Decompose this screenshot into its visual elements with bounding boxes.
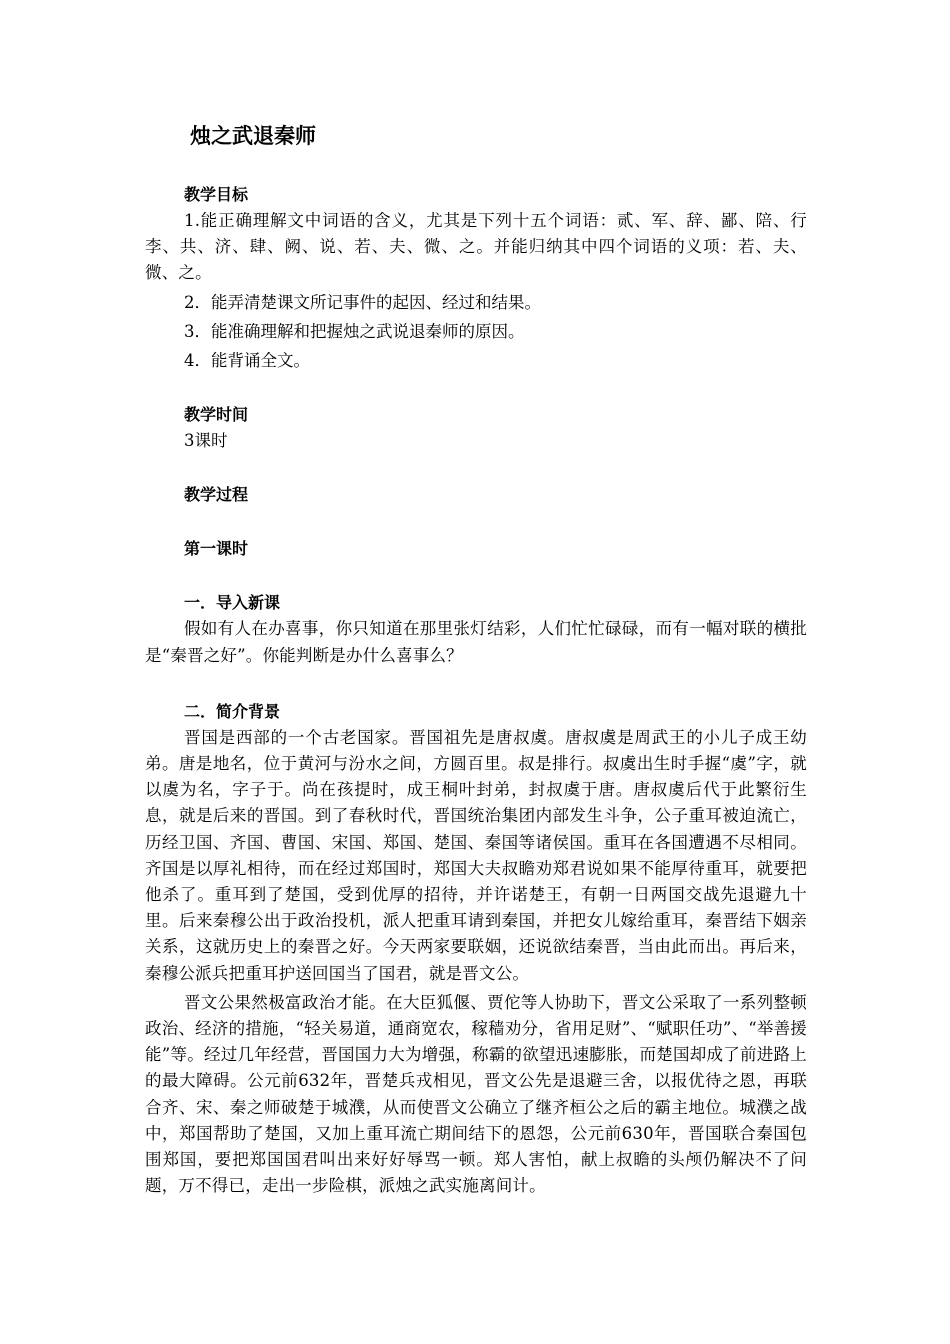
- document-title: 烛之武退秦师: [190, 124, 316, 148]
- document-body: [145, 182, 807, 1199]
- time-heading: 教学时间: [184, 405, 249, 425]
- goals-heading: 教学目标: [184, 185, 249, 204]
- goal-item-1: 1.能正确理解文中词语的含义，尤其是下列十五个词语：贰、军、辞、鄙、陪、行李、共、济、肆、阙、说、若、夫、微、之。并能归纳其中四个词语的义项：若、夫、微、之。: [145, 211, 807, 283]
- goal-item-4: 4．能背诵全文。: [184, 351, 310, 371]
- goal-item-2: 2．能弄清楚课文所记事件的起因、经过和结果。: [184, 292, 541, 312]
- lesson1-heading: 第一课时: [184, 539, 249, 559]
- intro-text: 假如有人在办喜事，你只知道在那里张灯结彩，人们忙忙碌碌，而有一幅对联的横批是“秦晋之好”。你能判断是办什么喜事么？: [145, 619, 807, 665]
- time-value: 3课时: [184, 431, 228, 451]
- background-heading: 二．简介背景: [184, 701, 281, 721]
- background-paragraph-1: 晋国是西部的一个古老国家。晋国祖先是唐叔虞。唐叔虞是周武王的小儿子成王幼弟。唐是地名，位于黄河与汾水之间，方圆百里。叔是排行。叔虞出生时手握“虞”字，就以虞为名，字子于。尚在孩提时，成王桐叶封弟，封叔虞于唐。唐叔虞后代于此繁衍生息，就是后来的晋国。到了春秋时代，晋国统治集团内部发生斗争，公子重耳被迫流亡，历经卫国、齐国、曹国、宋国、郑国、楚国、秦国等诸侯国。重耳在各国遭遇不尽相同。齐国是以厚礼相待，而在经过郑国时，郑国大夫叔瞻劝郑君说如果不能厚待重耳，就要把他杀了。重耳到了楚国，受到优厚的招待，并许诺楚王，有朝一日两国交战先退避九十里。后来秦穆公出于政治投机，派人把重耳请到秦国，并把女儿嫁给重耳，秦晋结下姻亲关系，这就历史上的秦晋之好。今天两家要联姻，还说欲结秦晋，当由此而出。再后来，秦穆公派兵把重耳护送回国当了国君，就是晋文公。: [145, 727, 807, 983]
- goal-item-3: 3．能准确理解和把握烛之武说退秦师的原因。: [184, 321, 525, 341]
- process-heading: 教学过程: [184, 485, 249, 505]
- background-paragraph-2: 晋文公果然极富政治才能。在大臣狐偃、贾佗等人协助下，晋文公采取了一系列整顿政治、经济的措施，“轻关易道，通商宽农，稼穑劝分，省用足财”、“赋职任功”、“举善援能”等。经过几年经营，晋国国力大为增强，称霸的欲望迅速膨胀，而楚国却成了前进路上的最大障碍。公元前632年，晋楚兵戎相见，晋文公先是退避三舍，以报优待之恩，再联合齐、宋、秦之师破楚于城濮，从而使晋文公确立了继齐桓公之后的霸主地位。城濮之战中，郑国帮助了楚国，又加上重耳流亡期间结下的恩怨，公元前630年，晋国联合秦国包围郑国，要把郑国国君叫出来好好辱骂一顿。郑人害怕，献上叔瞻的头颅仍解决不了问题，万不得已，走出一步险棋，派烛之武实施离间计。: [145, 992, 807, 1196]
- intro-heading: 一．导入新课: [184, 593, 281, 613]
